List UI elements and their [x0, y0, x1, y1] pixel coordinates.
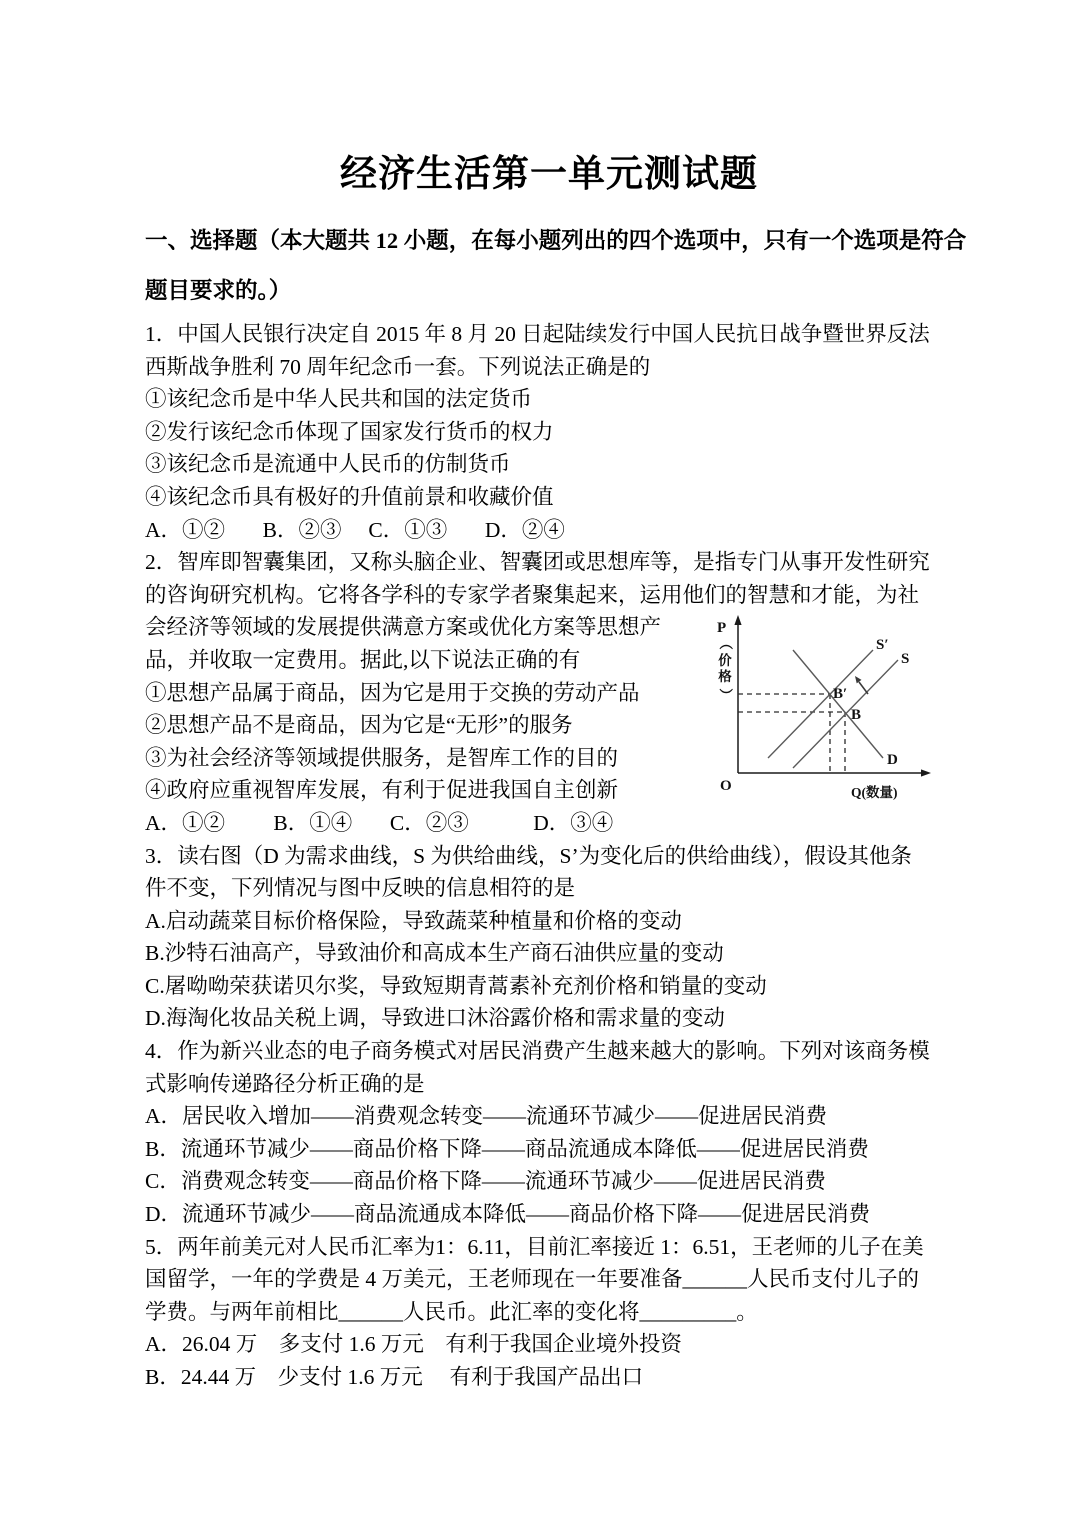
demand-label: D	[887, 752, 898, 768]
question-1	[145, 318, 953, 546]
q5-stem-line: 国留学，一年的学费是 4 万美元，王老师现在一年要准备______人民币支付儿子的	[145, 1267, 920, 1292]
q2-stem-line: 品，并收取一定费用。据此,以下说法正确的有	[145, 647, 581, 672]
q4-stem-line: 4．作为新兴业态的电子商务模式对居民消费产生越来越大的影响。下列对该商务模	[145, 1039, 930, 1064]
q1-stem-line: 西斯战争胜利 70 周年纪念币一套。下列说法正确是的	[145, 354, 651, 379]
q1-statement-4: ④该纪念币具有极好的升值前景和收藏价值	[145, 484, 554, 509]
question-3	[145, 840, 953, 1036]
q2-statement-2: ②思想产品不是商品，因为它是“无形”的服务	[145, 713, 573, 738]
section-header-line1: 一、选择题（本大题共 12 小题，在每小题列出的四个选项中，只有一个选项是符合	[145, 228, 967, 253]
y-axis-label-char-ge: 格	[718, 669, 732, 684]
supply-label: S	[901, 651, 910, 667]
x-axis-arrow	[921, 769, 931, 776]
q1-statement-2: ②发行该纪念币体现了国家发行货币的权力	[145, 419, 554, 444]
question-5	[145, 1231, 953, 1394]
q2-stem-line: 会经济等领域的发展提供满意方案或优化方案等思想产	[145, 615, 662, 640]
q4-option-c: C．消费观念转变——商品价格下降——流通环节减少——促进居民消费	[145, 1169, 826, 1194]
questions-area	[145, 318, 953, 1394]
q4-option-a: A．居民收入增加——消费观念转变——流通环节减少——促进居民消费	[145, 1104, 828, 1129]
supply-shifted-curve	[768, 650, 873, 758]
q1-options-row: A．①② B．②③ C．①③ D．②④	[145, 517, 565, 542]
q5-stem-line: 5．两年前美元对人民币汇率为1：6.11，目前汇率接近 1：6.51，王老师的儿子在美	[145, 1234, 924, 1259]
x-axis-label: Q(数量)	[851, 785, 898, 800]
q2-options-row: A．①② B．①④ C．②③ D．③④	[145, 810, 614, 835]
q3-option-c: C.屠呦呦荣获诺贝尔奖，导致短期青蒿素补充剂价格和销量的变动	[145, 973, 767, 998]
supply-shifted-label: S′	[876, 637, 889, 653]
q4-option-d: D．流通环节减少——商品流通成本降低——商品价格下降——促进居民消费	[145, 1202, 871, 1227]
q2-stem-line: 的咨询研究机构。它将各学科的专家学者聚集起来，运用他们的智慧和才能，为社	[145, 582, 920, 607]
origin-label: O	[720, 778, 732, 794]
q4-stem-line: 式影响传递路径分析正确的是	[145, 1071, 425, 1096]
q2-statement-1: ①思想产品属于商品，因为它是用于交换的劳动产品	[145, 680, 640, 705]
q3-option-d: D.海淘化妆品关税上调，导致进口沐浴露价格和需求量的变动	[145, 1006, 725, 1031]
section-header-line2: 题目要求的。）	[145, 278, 292, 303]
q2-statement-3: ③为社会经济等领域提供服务，是智库工作的目的	[145, 745, 619, 770]
section-header	[145, 216, 967, 316]
shift-arrow	[859, 682, 868, 694]
q1-statement-3: ③该纪念币是流通中人民币的仿制货币	[145, 452, 511, 477]
q1-stem-line: 1．中国人民银行决定自 2015 年 8 月 20 日起陆续发行中国人民抗日战争暨世界反法	[145, 322, 930, 346]
q3-stem-line: 3．读右图（D 为需求曲线，S 为供给曲线，S’为变化后的供给曲线），假设其他条	[145, 843, 912, 868]
y-axis-label-p: P	[717, 620, 727, 636]
point-b-prime-label: B′	[833, 686, 848, 702]
q3-option-b: B.沙特石油高产，导致油价和高成本生产商石油供应量的变动	[145, 941, 724, 966]
y-axis-paren-open: （	[718, 636, 733, 650]
point-b-label: B	[851, 707, 862, 723]
y-axis-paren-close: ）	[718, 688, 733, 702]
q2-stem-line: 2．智库即智囊集团，又称头脑企业、智囊团或思想库等，是指专门从事开发性研究	[145, 550, 930, 575]
y-axis-label-char-jia: 价	[718, 653, 732, 668]
question-4	[145, 1035, 953, 1231]
shift-arrow-head	[855, 676, 862, 683]
q1-statement-1: ①该纪念币是中华人民共和国的法定货币	[145, 387, 533, 412]
q5-option-b: B．24.44 万 少支付 1.6 万元 有利于我国产品出口	[145, 1365, 644, 1389]
q5-option-a: A．26.04 万 多支付 1.6 万元 有利于我国企业境外投资	[145, 1332, 682, 1357]
q3-option-a: A.启动蔬菜目标价格保险，导致蔬菜种植量和价格的变动	[145, 908, 682, 933]
q4-option-b: B．流通环节减少——商品价格下降——商品流通成本降低——促进居民消费	[145, 1136, 869, 1161]
supply-demand-svg	[693, 610, 955, 812]
q2-statement-4: ④政府应重视智库发展，有利于促进我国自主创新	[145, 778, 619, 803]
q3-stem-line: 件不变，下列情况与图中反映的信息相符的是	[145, 876, 576, 901]
q5-stem-line: 学费。与两年前相比______人民币。此汇率的变化将_________。	[145, 1299, 758, 1324]
supply-demand-figure	[693, 610, 955, 812]
y-axis-arrow	[734, 615, 741, 625]
demand-curve	[793, 650, 883, 758]
page-title: 经济生活第一单元测试题	[340, 154, 758, 195]
